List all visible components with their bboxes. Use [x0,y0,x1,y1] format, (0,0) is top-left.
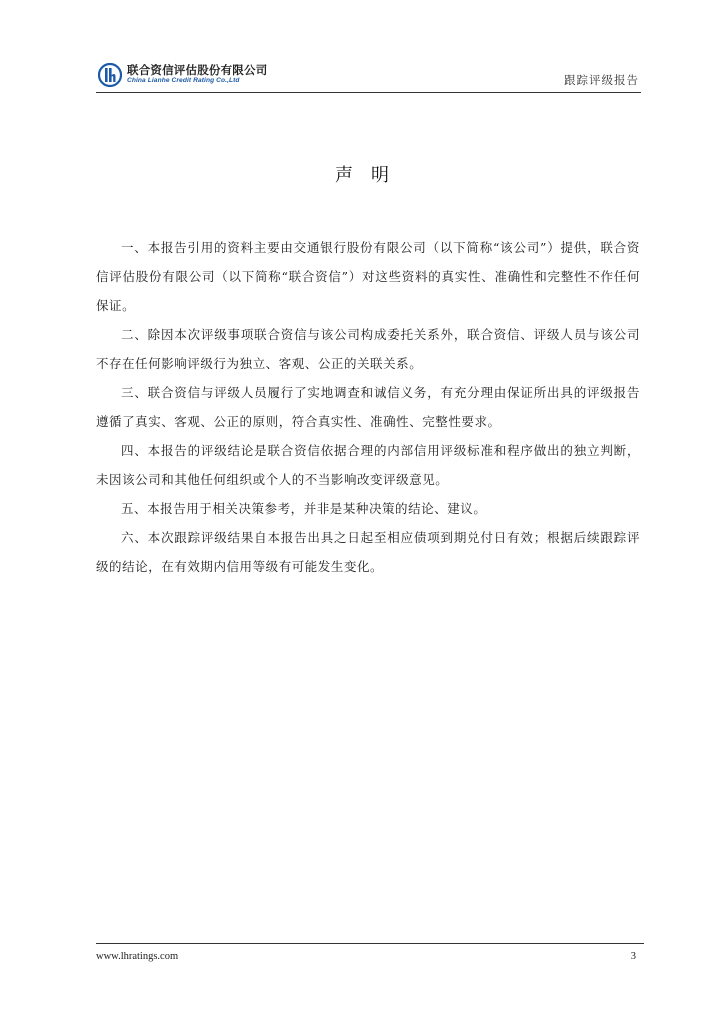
page-header [96,58,641,93]
statement-paragraph-6: 六、本次跟踪评级结果自本报告出具之日起至相应债项到期兑付日有效；根据后续跟踪评级的结论，在有效期内信用等级有可能发生变化。 [96,530,640,574]
lianhe-logo-icon [98,63,122,87]
page-number: 3 [630,951,636,962]
report-type-label: 跟踪评级报告 [564,73,639,87]
statement-paragraph-5: 五、本报告用于相关决策参考，并非是某种决策的结论、建议。 [121,501,487,516]
page-footer [96,943,644,966]
logo-chinese-name: 联合资信评估股份有限公司 [127,62,268,77]
logo-english-name: China Lianhe Credit Rating Co.,Ltd [127,77,240,85]
logo-text [127,62,268,85]
page-title: 声明 [335,165,407,186]
statement-paragraph-3: 三、联合资信与评级人员履行了实地调查和诚信义务，有充分理由保证所出具的评级报告遵循了真实、客观、公正的原则，符合真实性、准确性、完整性要求。 [96,385,640,429]
statement-body [96,233,640,581]
statement-paragraph-2: 二、除因本次评级事项联合资信与该公司构成委托关系外，联合资信、评级人员与该公司不存在任何影响评级行为独立、客观、公正的关联关系。 [96,327,640,371]
statement-paragraph-1: 一、本报告引用的资料主要由交通银行股份有限公司（以下简称“该公司”）提供，联合资信评估股份有限公司（以下简称“联合资信”）对这些资料的真实性、准确性和完整性不作任何保证。 [96,240,640,313]
company-logo [98,60,267,90]
statement-paragraph-4: 四、本报告的评级结论是联合资信依据合理的内部信用评级标准和程序做出的独立判断，未因该公司和其他任何组织或个人的不当影响改变评级意见。 [96,443,640,487]
footer-website: www.lhratings.com [96,951,179,962]
